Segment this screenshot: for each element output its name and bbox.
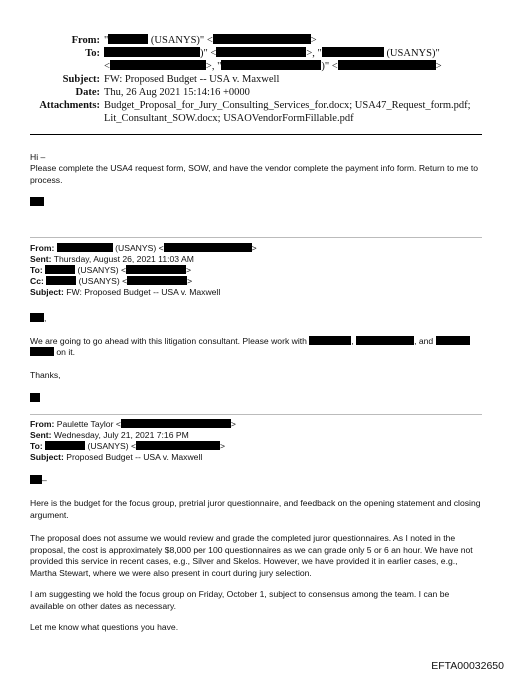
header-subject-label: Subject: <box>62 74 100 85</box>
divider-2 <box>30 414 482 415</box>
gt: > <box>230 419 236 429</box>
comma: , <box>351 336 354 346</box>
msg3-greeting <box>30 475 47 487</box>
msg3-from-name: Paulette Taylor < <box>56 419 121 429</box>
gt: > <box>220 441 226 451</box>
comma: , <box>44 313 47 323</box>
lt: < <box>206 35 213 46</box>
msg3-paragraph-2: The proposal does not assume we would review and grade the completed juror questionnaires. As I noted in the proposal, the cost is approximately $8,000 per 100 questionnaires as we can grade only 5 or 6 an hour. We have not provided this service in recent cases, e.g., Silver and Skelos. However, we have provided it in earlier cases, e.g., Martha Stewart, where we were also present in court during jury selection. <box>30 533 473 578</box>
msg3-to-row <box>30 441 225 453</box>
header-to-label: To: <box>85 48 100 59</box>
to-text: > <box>435 61 442 72</box>
msg2-from-row <box>30 243 257 255</box>
redaction <box>30 313 47 323</box>
gt: > <box>186 265 192 275</box>
redaction <box>436 336 470 345</box>
msg1-signature <box>30 197 44 209</box>
to-text: >, " <box>306 48 322 59</box>
msg3-sent-row <box>30 430 189 442</box>
redaction <box>30 197 44 206</box>
msg3-sent-label: Sent: <box>30 430 52 440</box>
msg3-subject: Proposed Budget -- USA v. Maxwell <box>66 452 203 462</box>
redaction <box>213 34 311 44</box>
to-text: )" < <box>200 48 217 59</box>
redaction <box>57 243 113 252</box>
msg2-cc-row <box>30 276 192 288</box>
msg1-body: Please complete the USA4 request form, SOW, and have the vendor complete the payment info form. Return to me to process. <box>30 163 479 185</box>
dash: – <box>42 475 47 485</box>
redaction <box>216 47 306 57</box>
msg3-to-label: To: <box>30 441 43 451</box>
header-from-label: From: <box>71 35 100 46</box>
redaction <box>110 60 206 70</box>
msg2-from-label: From: <box>30 243 55 253</box>
msg2-to-row <box>30 265 191 277</box>
redaction <box>121 419 231 428</box>
msg3-from-label: From: <box>30 419 55 429</box>
msg3-subject-row <box>30 452 202 464</box>
msg2-sent-label: Sent: <box>30 254 52 264</box>
msg2-cc-name: (USANYS) < <box>78 276 128 286</box>
redaction <box>45 265 75 274</box>
msg2-sent-row <box>30 254 194 266</box>
header-attachments-line2: Lit_Consultant_SOW.docx; USAOVendorFormFillable.pdf <box>104 113 354 124</box>
header-attachments-row <box>0 99 512 112</box>
msg2-cc-label: Cc: <box>30 276 44 286</box>
gt: > <box>251 243 257 253</box>
msg2-thanks: Thanks, <box>30 370 61 380</box>
msg2-body-line1 <box>30 336 470 348</box>
redaction <box>136 441 220 450</box>
header-divider <box>30 134 482 135</box>
redaction <box>356 336 414 345</box>
redaction <box>30 393 40 402</box>
divider-1 <box>30 237 482 238</box>
header-attachments-label: Attachments: <box>39 100 100 111</box>
msg3-paragraph-1: Here is the budget for the focus group, pretrial juror questionnaire, and feedback on the opening statement and closing argument. <box>30 498 481 520</box>
header-from-row <box>0 34 512 47</box>
msg2-body-and: , and <box>414 336 434 346</box>
redaction <box>338 60 436 70</box>
msg2-to-label: To: <box>30 265 43 275</box>
redaction <box>108 34 148 44</box>
header-to-row <box>0 47 512 60</box>
redaction <box>45 441 85 450</box>
header-from-name: (USANYS)" <box>150 35 205 46</box>
to-text: < <box>104 61 110 72</box>
msg2-to-name: (USANYS) < <box>77 265 126 275</box>
msg3-paragraph-3: I am suggesting we hold the focus group on Friday, October 1, subject to consensus among the team. I can be available on other dates as necessary. <box>30 589 450 611</box>
redaction <box>30 475 42 484</box>
redaction <box>104 47 200 57</box>
msg2-body-on: on it. <box>56 347 76 357</box>
redaction <box>221 60 321 70</box>
redaction <box>164 243 252 252</box>
redaction <box>126 265 186 274</box>
msg2-signature <box>30 393 40 405</box>
header-attachments-line1: Budget_Proposal_for_Jury_Consulting_Services_for.docx; USA47_Request_form.pdf; <box>104 100 471 111</box>
msg3-to-name: (USANYS) < <box>87 441 136 451</box>
gt: > <box>310 35 317 46</box>
msg2-subject: FW: Proposed Budget -- USA v. Maxwell <box>66 287 221 297</box>
redaction <box>46 276 76 285</box>
redaction <box>322 47 384 57</box>
msg2-sent: Thursday, August 26, 2021 11:03 AM <box>53 254 194 264</box>
header-subject: FW: Proposed Budget -- USA v. Maxwell <box>104 74 280 85</box>
msg2-body-line2 <box>30 347 75 359</box>
to-text: >, " <box>205 61 222 72</box>
header-date-label: Date: <box>75 87 100 98</box>
redaction <box>309 336 354 346</box>
msg3-paragraph-4: Let me know what questions you have. <box>30 622 179 632</box>
header-date-row <box>0 86 512 99</box>
msg2-greeting <box>30 313 46 325</box>
msg2-subject-row <box>30 287 220 299</box>
header-subject-row <box>0 73 512 86</box>
msg3-from-row <box>30 419 236 431</box>
header-date: Thu, 26 Aug 2021 15:14:16 +0000 <box>104 87 250 98</box>
gt: > <box>187 276 193 286</box>
header-to-row-2 <box>0 60 512 73</box>
quote: " <box>104 35 109 46</box>
redaction <box>127 276 187 285</box>
msg2-body-text: We are going to go ahead with this litigation consultant. Please work with <box>30 336 307 346</box>
redaction <box>30 347 54 356</box>
header-attachments-row-2 <box>0 112 512 125</box>
msg1-greeting: Hi – <box>30 152 46 162</box>
bates-number: EFTA00032650 <box>431 660 504 672</box>
msg3-subject-label: Subject: <box>30 452 64 462</box>
msg2-subject-label: Subject: <box>30 287 64 297</box>
to-text: )" < <box>321 61 338 72</box>
msg2-from-name: (USANYS) < <box>115 243 164 253</box>
msg3-sent: Wednesday, July 21, 2021 7:16 PM <box>53 430 189 440</box>
to-text: (USANYS)" <box>386 48 440 59</box>
